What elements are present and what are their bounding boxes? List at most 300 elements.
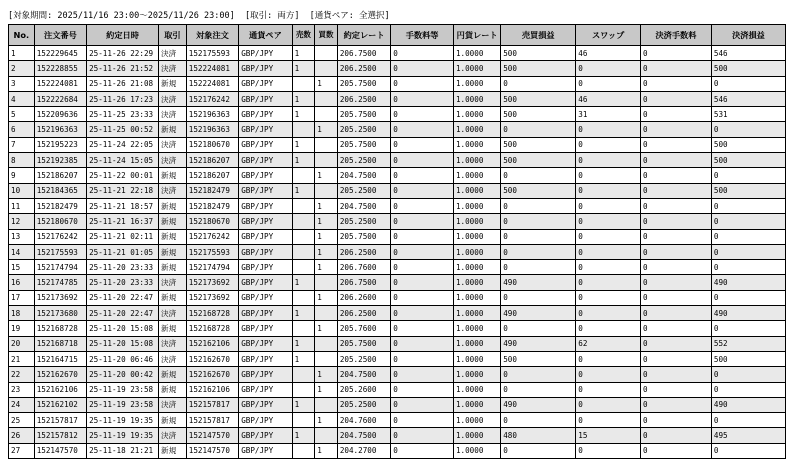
cell-sell-qty: [292, 198, 315, 213]
cell-settle-fee: 0: [641, 122, 712, 137]
cell-buy-qty: [315, 46, 338, 61]
cell-settle-fee: 0: [641, 153, 712, 168]
cell-currency-pair: GBP/JPY: [239, 443, 292, 458]
cell-currency-pair: GBP/JPY: [239, 61, 292, 76]
cell-target-order: 152186207: [186, 168, 238, 183]
cell-currency-pair: GBP/JPY: [239, 275, 292, 290]
cell-fee: 0: [391, 76, 454, 91]
cell-exec-rate: 205.2500: [337, 122, 390, 137]
cell-executed-at: 25-11-26 22:29: [87, 46, 159, 61]
cell-sell-qty: [292, 76, 315, 91]
cell-order-number: 152174785: [34, 275, 86, 290]
cell-executed-at: 25-11-19 19:35: [87, 413, 159, 428]
cell-settle-pl: 500: [711, 183, 785, 198]
cell-settle-pl: 500: [711, 61, 785, 76]
cell-buy-qty: [315, 351, 338, 366]
cell-buy-qty: [315, 153, 338, 168]
cell-swap: 0: [576, 290, 641, 305]
cell-jpy-rate: 1.0000: [453, 91, 500, 106]
cell-settle-pl: 0: [711, 122, 785, 137]
cell-swap: 0: [576, 168, 641, 183]
cell-swap: 62: [576, 336, 641, 351]
cell-order-number: 152224081: [34, 76, 86, 91]
cell-swap: 0: [576, 153, 641, 168]
cell-currency-pair: GBP/JPY: [239, 321, 292, 336]
cell-jpy-rate: 1.0000: [453, 244, 500, 259]
trade-history-table-wrapper: [8, 24, 786, 459]
cell-trade-type: 決済: [159, 397, 187, 412]
cell-fee: 0: [391, 107, 454, 122]
cell-executed-at: 25-11-18 21:21: [87, 443, 159, 458]
cell-jpy-rate: 1.0000: [453, 107, 500, 122]
cell-fee: 0: [391, 336, 454, 351]
cell-sell-qty: [292, 260, 315, 275]
table-row: [9, 336, 786, 351]
cell-settle-fee: 0: [641, 229, 712, 244]
cell-fee: 0: [391, 321, 454, 336]
cell-settle-fee: 0: [641, 306, 712, 321]
cell-settle-pl: 500: [711, 153, 785, 168]
cell-exec-rate: 205.7500: [337, 229, 390, 244]
cell-sell-qty: 1: [292, 107, 315, 122]
cell-fee: 0: [391, 397, 454, 412]
cell-order-number: 152186207: [34, 168, 86, 183]
cell-trade-type: 新規: [159, 321, 187, 336]
cell-exec-rate: 205.2500: [337, 214, 390, 229]
table-row: [9, 367, 786, 382]
table-row: [9, 321, 786, 336]
cell-fee: 0: [391, 168, 454, 183]
cell-trade-type: 新規: [159, 214, 187, 229]
cell-no: 1: [9, 46, 35, 61]
cell-exec-rate: 206.7500: [337, 275, 390, 290]
cell-order-number: 152182479: [34, 198, 86, 213]
cell-trade-pl: 0: [501, 168, 576, 183]
cell-swap: 0: [576, 321, 641, 336]
cell-exec-rate: 205.7500: [337, 336, 390, 351]
cell-settle-pl: 0: [711, 382, 785, 397]
cell-settle-pl: 0: [711, 290, 785, 305]
cell-order-number: 152174794: [34, 260, 86, 275]
cell-exec-rate: 204.7500: [337, 367, 390, 382]
cell-order-number: 152175593: [34, 244, 86, 259]
cell-trade-pl: 490: [501, 306, 576, 321]
cell-jpy-rate: 1.0000: [453, 214, 500, 229]
cell-buy-qty: [315, 428, 338, 443]
cell-swap: 0: [576, 198, 641, 213]
filter-conditions: [対象期間: 2025/11/16 23:00～2025/11/26 23:00] [取引: 両方] [通貨ペア: 全選択]: [8, 11, 390, 21]
cell-currency-pair: GBP/JPY: [239, 413, 292, 428]
column-header-sell-qty: 売数: [292, 25, 315, 46]
cell-fee: 0: [391, 306, 454, 321]
cell-exec-rate: 206.2500: [337, 306, 390, 321]
cell-buy-qty: 1: [315, 413, 338, 428]
cell-order-number: 152173692: [34, 290, 86, 305]
cell-buy-qty: [315, 91, 338, 106]
cell-trade-pl: 0: [501, 443, 576, 458]
cell-trade-pl: 0: [501, 76, 576, 91]
cell-executed-at: 25-11-25 00:52: [87, 122, 159, 137]
cell-target-order: 152180670: [186, 214, 238, 229]
cell-buy-qty: [315, 137, 338, 152]
cell-swap: 0: [576, 244, 641, 259]
cell-jpy-rate: 1.0000: [453, 153, 500, 168]
cell-order-number: 152222684: [34, 91, 86, 106]
cell-sell-qty: 1: [292, 275, 315, 290]
cell-settle-fee: 0: [641, 443, 712, 458]
cell-buy-qty: 1: [315, 260, 338, 275]
cell-target-order: 152180670: [186, 137, 238, 152]
cell-executed-at: 25-11-24 15:05: [87, 153, 159, 168]
cell-no: 8: [9, 153, 35, 168]
cell-sell-qty: 1: [292, 336, 315, 351]
cell-sell-qty: 1: [292, 183, 315, 198]
cell-exec-rate: 205.2500: [337, 183, 390, 198]
table-row: [9, 91, 786, 106]
cell-executed-at: 25-11-20 15:08: [87, 321, 159, 336]
cell-order-number: 152157812: [34, 428, 86, 443]
cell-executed-at: 25-11-20 23:33: [87, 275, 159, 290]
table-row: [9, 244, 786, 259]
cell-no: 3: [9, 76, 35, 91]
cell-executed-at: 25-11-21 16:37: [87, 214, 159, 229]
cell-swap: 0: [576, 413, 641, 428]
cell-settle-pl: 0: [711, 413, 785, 428]
cell-swap: 0: [576, 122, 641, 137]
cell-buy-qty: [315, 61, 338, 76]
table-row: [9, 107, 786, 122]
cell-fee: 0: [391, 275, 454, 290]
cell-trade-type: 決済: [159, 91, 187, 106]
cell-no: 17: [9, 290, 35, 305]
cell-fee: 0: [391, 137, 454, 152]
cell-currency-pair: GBP/JPY: [239, 260, 292, 275]
cell-jpy-rate: 1.0000: [453, 290, 500, 305]
cell-swap: 0: [576, 367, 641, 382]
cell-no: 12: [9, 214, 35, 229]
cell-no: 24: [9, 397, 35, 412]
cell-exec-rate: 205.7500: [337, 137, 390, 152]
cell-trade-pl: 0: [501, 122, 576, 137]
cell-sell-qty: 1: [292, 61, 315, 76]
cell-order-number: 152192385: [34, 153, 86, 168]
cell-target-order: 152224081: [186, 61, 238, 76]
cell-currency-pair: GBP/JPY: [239, 382, 292, 397]
cell-currency-pair: GBP/JPY: [239, 306, 292, 321]
cell-trade-pl: 500: [501, 107, 576, 122]
cell-currency-pair: GBP/JPY: [239, 290, 292, 305]
cell-jpy-rate: 1.0000: [453, 137, 500, 152]
cell-target-order: 152168728: [186, 306, 238, 321]
cell-swap: 0: [576, 260, 641, 275]
cell-target-order: 152186207: [186, 153, 238, 168]
cell-target-order: 152157817: [186, 397, 238, 412]
cell-trade-pl: 0: [501, 260, 576, 275]
cell-target-order: 152173692: [186, 290, 238, 305]
cell-no: 23: [9, 382, 35, 397]
column-header-executed-at: 約定日時: [87, 25, 159, 46]
cell-settle-fee: 0: [641, 290, 712, 305]
cell-trade-type: 決済: [159, 275, 187, 290]
cell-exec-rate: 205.2500: [337, 397, 390, 412]
cell-trade-type: 決済: [159, 46, 187, 61]
cell-no: 18: [9, 306, 35, 321]
cell-no: 16: [9, 275, 35, 290]
cell-order-number: 152209636: [34, 107, 86, 122]
cell-settle-fee: 0: [641, 61, 712, 76]
cell-settle-pl: 0: [711, 214, 785, 229]
cell-executed-at: 25-11-21 01:05: [87, 244, 159, 259]
cell-fee: 0: [391, 244, 454, 259]
cell-order-number: 152196363: [34, 122, 86, 137]
cell-exec-rate: 205.7600: [337, 321, 390, 336]
cell-settle-pl: 0: [711, 198, 785, 213]
cell-trade-type: 決済: [159, 153, 187, 168]
cell-target-order: 152196363: [186, 122, 238, 137]
cell-order-number: 152162102: [34, 397, 86, 412]
column-header-jpy-rate: 円貨レート: [453, 25, 500, 46]
cell-no: 26: [9, 428, 35, 443]
cell-settle-pl: 0: [711, 229, 785, 244]
cell-executed-at: 25-11-20 15:08: [87, 336, 159, 351]
cell-jpy-rate: 1.0000: [453, 229, 500, 244]
cell-order-number: 152173680: [34, 306, 86, 321]
cell-buy-qty: [315, 306, 338, 321]
cell-target-order: 152162670: [186, 367, 238, 382]
cell-settle-pl: 0: [711, 168, 785, 183]
cell-trade-pl: 500: [501, 351, 576, 366]
cell-trade-type: 決済: [159, 306, 187, 321]
table-row: [9, 61, 786, 76]
cell-settle-pl: 495: [711, 428, 785, 443]
cell-currency-pair: GBP/JPY: [239, 153, 292, 168]
cell-jpy-rate: 1.0000: [453, 61, 500, 76]
cell-currency-pair: GBP/JPY: [239, 428, 292, 443]
cell-executed-at: 25-11-20 23:33: [87, 260, 159, 275]
cell-no: 11: [9, 198, 35, 213]
cell-no: 7: [9, 137, 35, 152]
cell-swap: 0: [576, 397, 641, 412]
cell-settle-fee: 0: [641, 91, 712, 106]
table-row: [9, 46, 786, 61]
cell-sell-qty: [292, 214, 315, 229]
cell-exec-rate: 206.7500: [337, 46, 390, 61]
cell-swap: 0: [576, 306, 641, 321]
cell-swap: 0: [576, 183, 641, 198]
column-header-order-number: 注文番号: [34, 25, 86, 46]
cell-fee: 0: [391, 91, 454, 106]
cell-jpy-rate: 1.0000: [453, 336, 500, 351]
table-header-row: [9, 25, 786, 46]
cell-exec-rate: 204.2700: [337, 443, 390, 458]
table-row: [9, 198, 786, 213]
cell-exec-rate: 206.2500: [337, 61, 390, 76]
cell-currency-pair: GBP/JPY: [239, 367, 292, 382]
cell-buy-qty: 1: [315, 321, 338, 336]
table-row: [9, 351, 786, 366]
cell-jpy-rate: 1.0000: [453, 76, 500, 91]
cell-buy-qty: [315, 275, 338, 290]
cell-currency-pair: GBP/JPY: [239, 137, 292, 152]
cell-executed-at: 25-11-25 23:33: [87, 107, 159, 122]
cell-exec-rate: 205.2500: [337, 153, 390, 168]
table-row: [9, 214, 786, 229]
cell-order-number: 152228855: [34, 61, 86, 76]
cell-no: 9: [9, 168, 35, 183]
cell-fee: 0: [391, 198, 454, 213]
cell-settle-pl: 490: [711, 275, 785, 290]
cell-currency-pair: GBP/JPY: [239, 122, 292, 137]
cell-target-order: 152196363: [186, 107, 238, 122]
cell-trade-pl: 490: [501, 336, 576, 351]
cell-settle-fee: 0: [641, 367, 712, 382]
cell-currency-pair: GBP/JPY: [239, 214, 292, 229]
cell-trade-pl: 500: [501, 137, 576, 152]
cell-target-order: 152182479: [186, 198, 238, 213]
cell-target-order: 152162670: [186, 351, 238, 366]
cell-swap: 0: [576, 76, 641, 91]
cell-settle-fee: 0: [641, 260, 712, 275]
cell-executed-at: 25-11-24 22:05: [87, 137, 159, 152]
cell-settle-pl: 546: [711, 46, 785, 61]
cell-executed-at: 25-11-20 06:46: [87, 351, 159, 366]
cell-executed-at: 25-11-19 23:58: [87, 382, 159, 397]
cell-trade-type: 決済: [159, 61, 187, 76]
cell-buy-qty: [315, 336, 338, 351]
cell-fee: 0: [391, 260, 454, 275]
cell-settle-pl: 0: [711, 260, 785, 275]
table-row: [9, 275, 786, 290]
cell-exec-rate: 206.2500: [337, 244, 390, 259]
cell-settle-fee: 0: [641, 183, 712, 198]
cell-settle-fee: 0: [641, 336, 712, 351]
cell-order-number: 152176242: [34, 229, 86, 244]
cell-exec-rate: 205.2600: [337, 382, 390, 397]
cell-settle-fee: 0: [641, 351, 712, 366]
cell-order-number: 152180670: [34, 214, 86, 229]
cell-trade-type: 新規: [159, 443, 187, 458]
cell-swap: 0: [576, 382, 641, 397]
table-row: [9, 306, 786, 321]
cell-jpy-rate: 1.0000: [453, 367, 500, 382]
cell-no: 13: [9, 229, 35, 244]
cell-trade-pl: 500: [501, 153, 576, 168]
cell-target-order: 152157817: [186, 413, 238, 428]
cell-jpy-rate: 1.0000: [453, 443, 500, 458]
cell-settle-pl: 490: [711, 397, 785, 412]
cell-sell-qty: 1: [292, 428, 315, 443]
cell-settle-fee: 0: [641, 413, 712, 428]
cell-executed-at: 25-11-19 23:58: [87, 397, 159, 412]
cell-trade-type: 新規: [159, 229, 187, 244]
cell-sell-qty: 1: [292, 91, 315, 106]
cell-currency-pair: GBP/JPY: [239, 229, 292, 244]
cell-no: 6: [9, 122, 35, 137]
cell-settle-pl: 552: [711, 336, 785, 351]
cell-fee: 0: [391, 382, 454, 397]
column-header-buy-qty: 買数: [315, 25, 338, 46]
cell-settle-pl: 490: [711, 306, 785, 321]
cell-sell-qty: 1: [292, 137, 315, 152]
cell-trade-type: 新規: [159, 260, 187, 275]
cell-trade-pl: 500: [501, 46, 576, 61]
cell-currency-pair: GBP/JPY: [239, 46, 292, 61]
cell-fee: 0: [391, 428, 454, 443]
cell-settle-fee: 0: [641, 275, 712, 290]
cell-buy-qty: 1: [315, 382, 338, 397]
cell-swap: 46: [576, 91, 641, 106]
cell-buy-qty: [315, 107, 338, 122]
cell-sell-qty: [292, 168, 315, 183]
cell-trade-pl: 0: [501, 367, 576, 382]
cell-exec-rate: 204.7500: [337, 168, 390, 183]
cell-settle-pl: 0: [711, 321, 785, 336]
cell-buy-qty: [315, 397, 338, 412]
cell-buy-qty: 1: [315, 443, 338, 458]
cell-jpy-rate: 1.0000: [453, 275, 500, 290]
table-row: [9, 382, 786, 397]
cell-fee: 0: [391, 122, 454, 137]
table-row: [9, 168, 786, 183]
cell-exec-rate: 205.2500: [337, 351, 390, 366]
cell-fee: 0: [391, 183, 454, 198]
cell-no: 15: [9, 260, 35, 275]
cell-currency-pair: GBP/JPY: [239, 183, 292, 198]
cell-trade-type: 新規: [159, 168, 187, 183]
cell-no: 2: [9, 61, 35, 76]
cell-swap: 31: [576, 107, 641, 122]
cell-executed-at: 25-11-21 18:57: [87, 198, 159, 213]
cell-target-order: 152175593: [186, 244, 238, 259]
cell-sell-qty: [292, 367, 315, 382]
cell-trade-pl: 500: [501, 61, 576, 76]
cell-trade-type: 新規: [159, 76, 187, 91]
cell-jpy-rate: 1.0000: [453, 260, 500, 275]
cell-executed-at: 25-11-20 22:47: [87, 290, 159, 305]
cell-currency-pair: GBP/JPY: [239, 91, 292, 106]
cell-no: 14: [9, 244, 35, 259]
cell-order-number: 152157817: [34, 413, 86, 428]
cell-no: 4: [9, 91, 35, 106]
cell-no: 27: [9, 443, 35, 458]
cell-swap: 0: [576, 137, 641, 152]
cell-order-number: 152164715: [34, 351, 86, 366]
cell-executed-at: 25-11-26 17:23: [87, 91, 159, 106]
cell-swap: 0: [576, 443, 641, 458]
cell-swap: 0: [576, 229, 641, 244]
cell-trade-type: 決済: [159, 137, 187, 152]
cell-settle-fee: 0: [641, 214, 712, 229]
cell-no: 10: [9, 183, 35, 198]
table-row: [9, 413, 786, 428]
cell-currency-pair: GBP/JPY: [239, 198, 292, 213]
table-row: [9, 137, 786, 152]
column-header-target-order: 対象注文: [186, 25, 238, 46]
cell-exec-rate: 206.2500: [337, 91, 390, 106]
table-row: [9, 290, 786, 305]
column-header-exec-rate: 約定レート: [337, 25, 390, 46]
cell-trade-pl: 0: [501, 198, 576, 213]
cell-trade-pl: 500: [501, 91, 576, 106]
cell-swap: 0: [576, 214, 641, 229]
cell-fee: 0: [391, 351, 454, 366]
cell-trade-pl: 0: [501, 244, 576, 259]
cell-jpy-rate: 1.0000: [453, 382, 500, 397]
cell-target-order: 152147570: [186, 428, 238, 443]
cell-buy-qty: 1: [315, 229, 338, 244]
cell-settle-fee: 0: [641, 382, 712, 397]
cell-settle-fee: 0: [641, 428, 712, 443]
